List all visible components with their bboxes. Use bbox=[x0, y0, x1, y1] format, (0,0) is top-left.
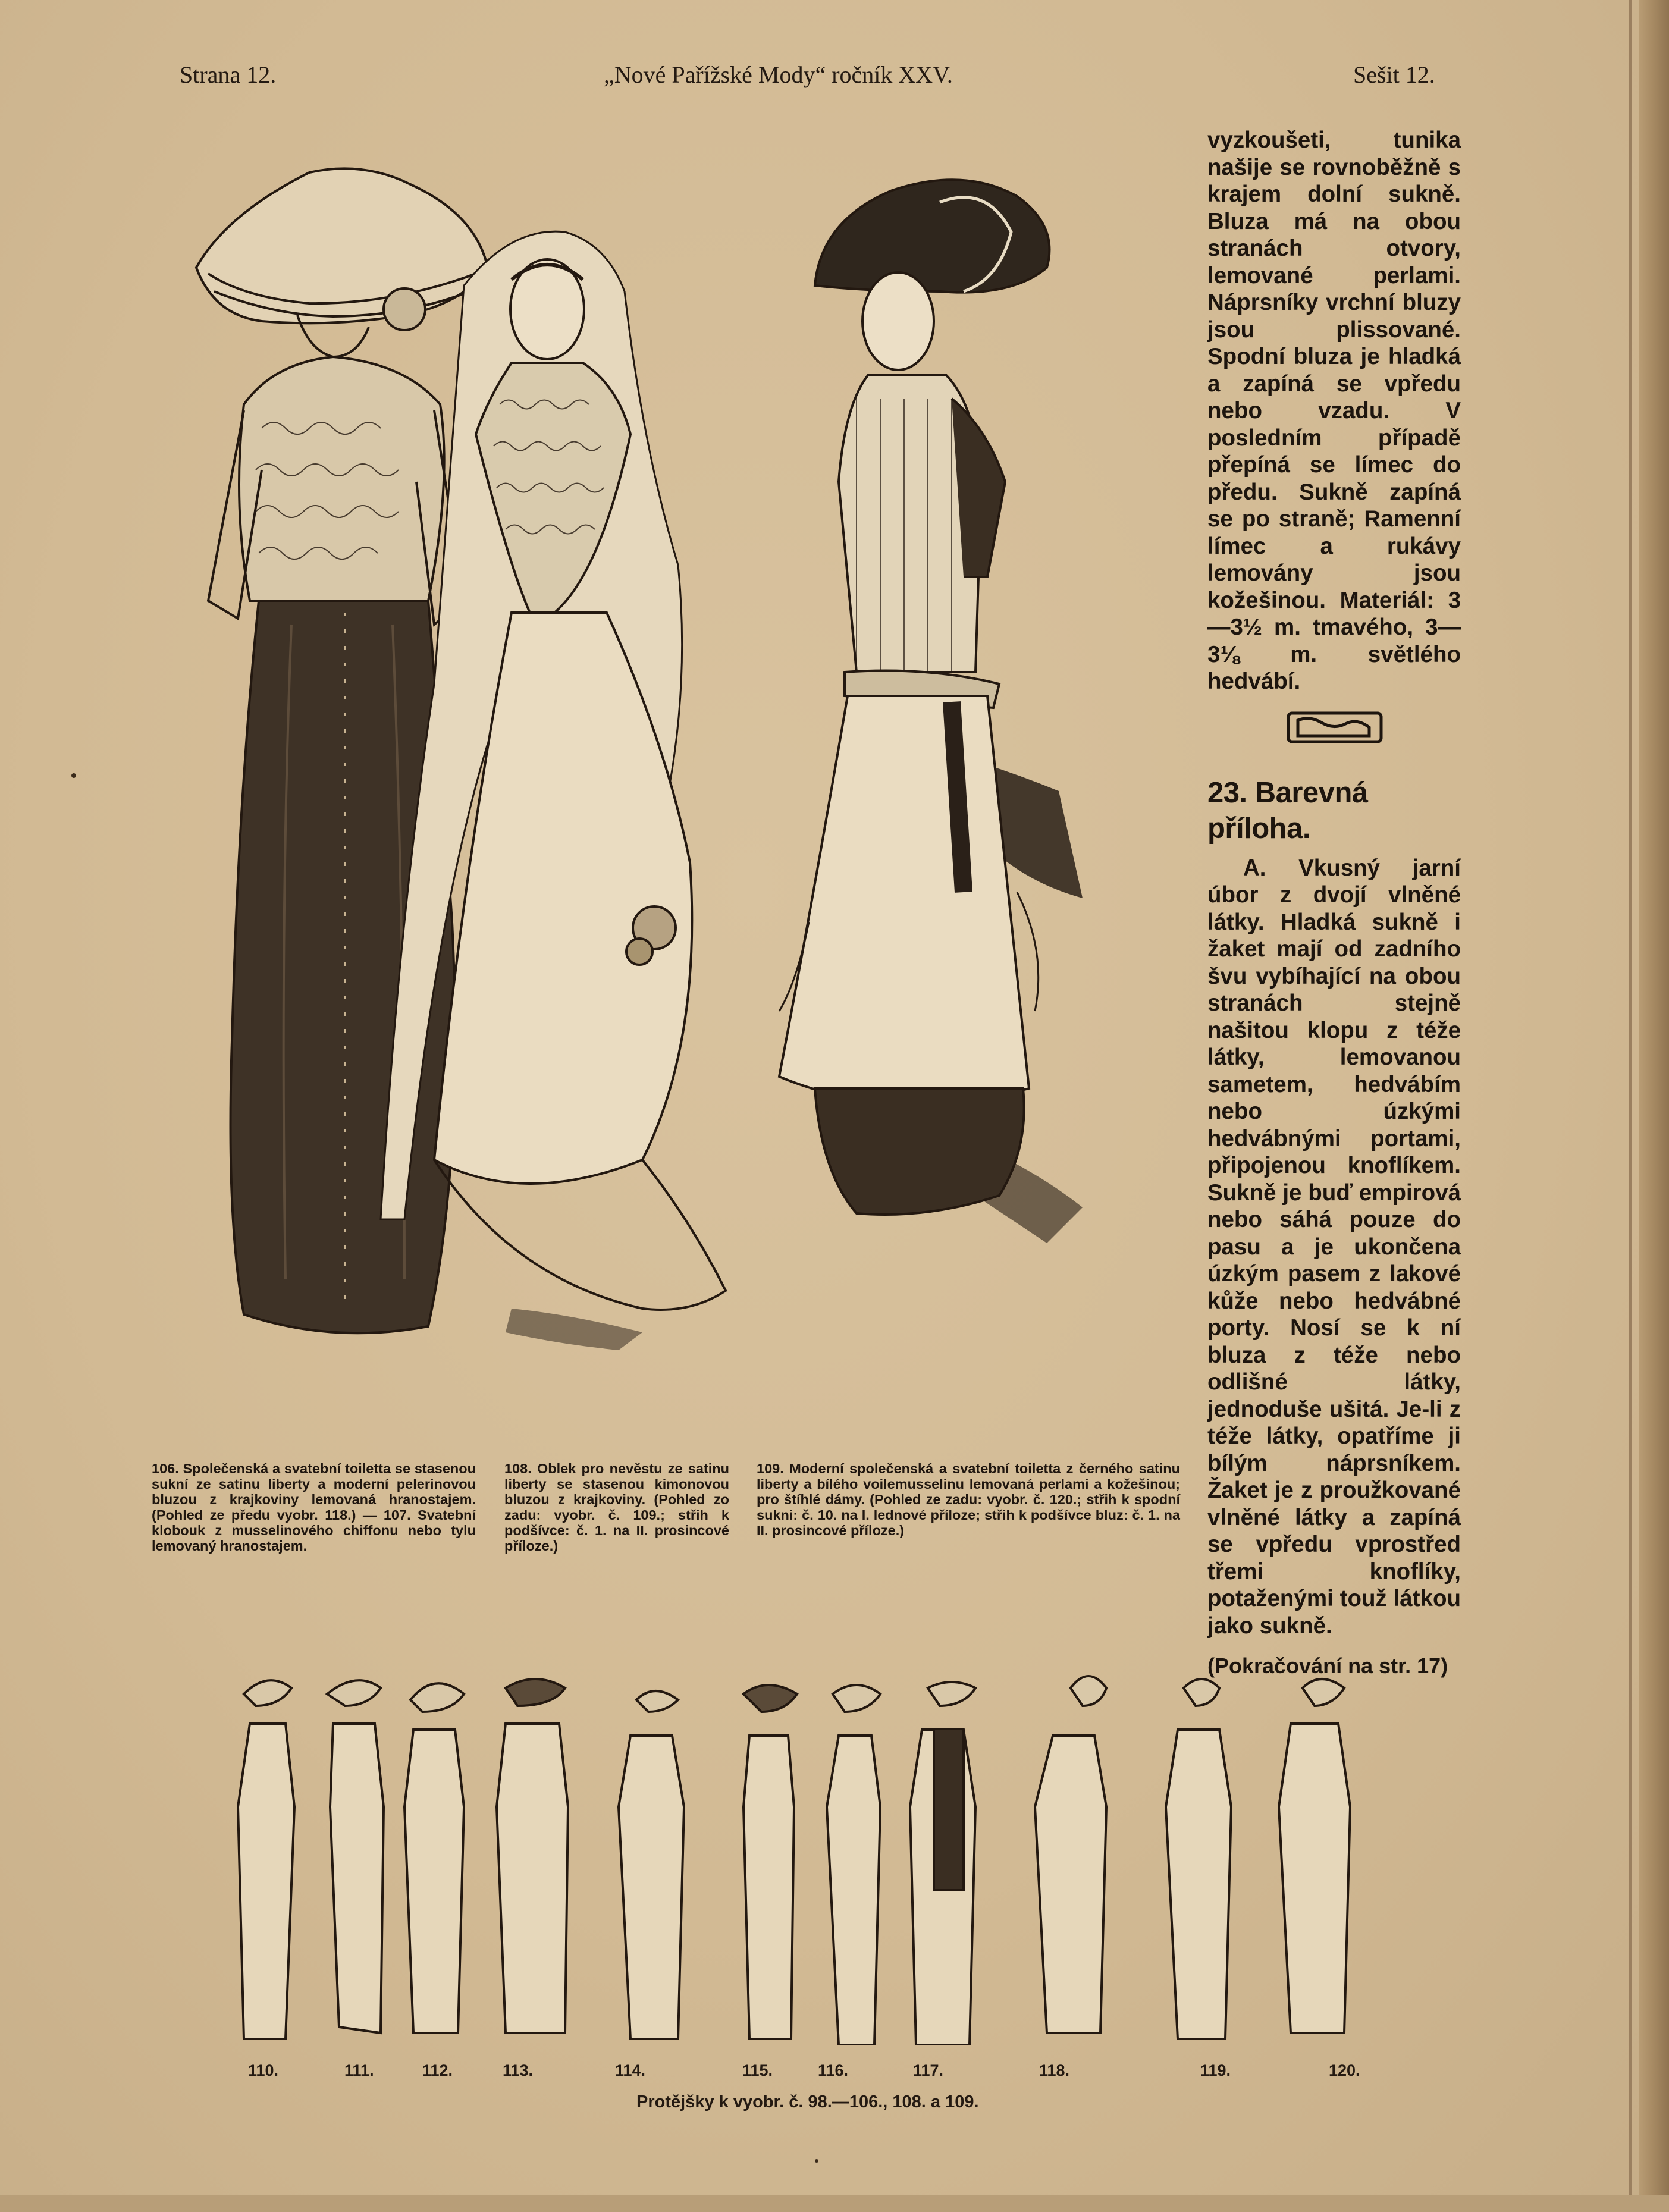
caption-fig108: 108. Oblek pro nevěstu ze satinu liberty se stasenou kimonovou bluzou z krajkoviny. (Pohled zo zadu: vyobr. č. 109.; střih k podšívce: č. 1. na II. prosincové příloze.) bbox=[504, 1461, 729, 1554]
figure-114 bbox=[619, 1691, 684, 2039]
figure-120 bbox=[1279, 1679, 1350, 2033]
figure-113 bbox=[497, 1679, 568, 2033]
article-paragraph-1: vyzkoušeti, tunika našije se rovnoběžně s krajem dolní sukně. Bluza má na obou stranách otvory, lemované perlami. Náprsníky vrchní bluzy jsou plissované. Spodní bluza je hladká a zapíná se vpředu nebo vzadu. V posledním případě přepíná se límec do předu. Sukně zapíná se po straně; Ramenní límec a rukávy lemovány jsou kožešinou. Materiál: 3—3½ m. tmavého, 3—3⅛ m. světlého hedvábí. bbox=[1207, 127, 1461, 694]
figure-number: 112. bbox=[422, 2062, 453, 2079]
figure-number: 116. bbox=[818, 2062, 849, 2079]
fashion-illustration-main bbox=[155, 149, 1201, 1445]
figure-109 bbox=[779, 180, 1049, 1215]
figure-number: 111. bbox=[344, 2062, 374, 2079]
continued-note: (Pokračování na str. 17) bbox=[1207, 1653, 1448, 1678]
caption-fig106: 106. Společenská a svatební toiletta se stasenou sukní ze satinu liberty a moderní pelerinovou bluzou z krajkoviny lemovaná hranostajem. (Pohled ze předu vyobr. 118.) — 107. Svatební klobouk z musselinového chiffonu nebo tylu lemovaný hranostajem. bbox=[152, 1461, 476, 1554]
figure-119 bbox=[1166, 1679, 1231, 2039]
page-edge-bottom bbox=[0, 2195, 1669, 2212]
figure-111 bbox=[327, 1680, 384, 2033]
figure-number: 110. bbox=[248, 2062, 279, 2079]
figure-number: 118. bbox=[1039, 2062, 1070, 2079]
page-edge-right bbox=[1639, 0, 1669, 2212]
page-fold-line bbox=[1629, 0, 1632, 2212]
page-number: Strana 12. bbox=[180, 61, 277, 88]
article-column bbox=[1207, 127, 1461, 1680]
fashion-illustration-row bbox=[226, 1652, 1416, 2045]
figure-112 bbox=[404, 1683, 464, 2033]
article-paragraph-2: A. Vkusný jarní úbor z dvojí vlněné látky. Hladká sukně i žaket mají od zadního švu vybíhající na obou stranách stejně našitou klopu z téže látky, lemovanou sametem, hedvábím nebo úzkými hedvábnými portami, připojenou knoflíkem. Sukně je buď empirová nebo sáhá pouze do pasu a je ukončena úzkým pasem z lakové kůže nebo hedvábné porty. Nosí se k ní bluza z téže nebo odlišné látky, jednoduše ušitá. Je-li z téže látky, opatříme ji bílým náprsníkem. Žaket je z proužkované vlněné látky a zapíná se vpředu vprostřed třemi knoflíky, potaženými touž látkou jako sukně. bbox=[1207, 855, 1461, 1639]
scroll-ornament-icon bbox=[1286, 710, 1383, 745]
footer-note: Protějšky k vyobr. č. 98.—106., 108. a 109. bbox=[636, 2092, 979, 2111]
figure-number: 117. bbox=[913, 2062, 944, 2079]
paper-speck bbox=[815, 2159, 818, 2163]
section-title: 23. Barevná příloha. bbox=[1207, 776, 1368, 845]
figure-118 bbox=[1035, 1676, 1106, 2033]
paper-speck bbox=[71, 773, 76, 778]
figure-number: 120. bbox=[1329, 2062, 1360, 2079]
figure-number: 119. bbox=[1200, 2062, 1231, 2079]
figure-117 bbox=[910, 1682, 975, 2045]
issue-number: Sešit 12. bbox=[1353, 61, 1435, 88]
figure-number: 113. bbox=[503, 2062, 534, 2079]
figure-number: 115. bbox=[742, 2062, 773, 2079]
figure-116 bbox=[827, 1685, 880, 2045]
figure-115 bbox=[743, 1685, 797, 2039]
figure-number: 114. bbox=[615, 2062, 646, 2079]
caption-fig109: 109. Moderní společenská a svatební toiletta z černého satinu liberty a bílého voilemusselinu lemovaná perlami a kožešinou; pro štíhlé dámy. (Pohled ze zadu: vyobr. č. 120.; střih k spodní sukni: č. 10. na I. lednové příloze; střih k podšívce bluz: č. 1. na II. prosincové příloze.) bbox=[757, 1461, 1180, 1538]
running-title: „Nové Pařížské Mody“ ročník XXV. bbox=[604, 61, 953, 88]
figure-110 bbox=[238, 1680, 294, 2039]
